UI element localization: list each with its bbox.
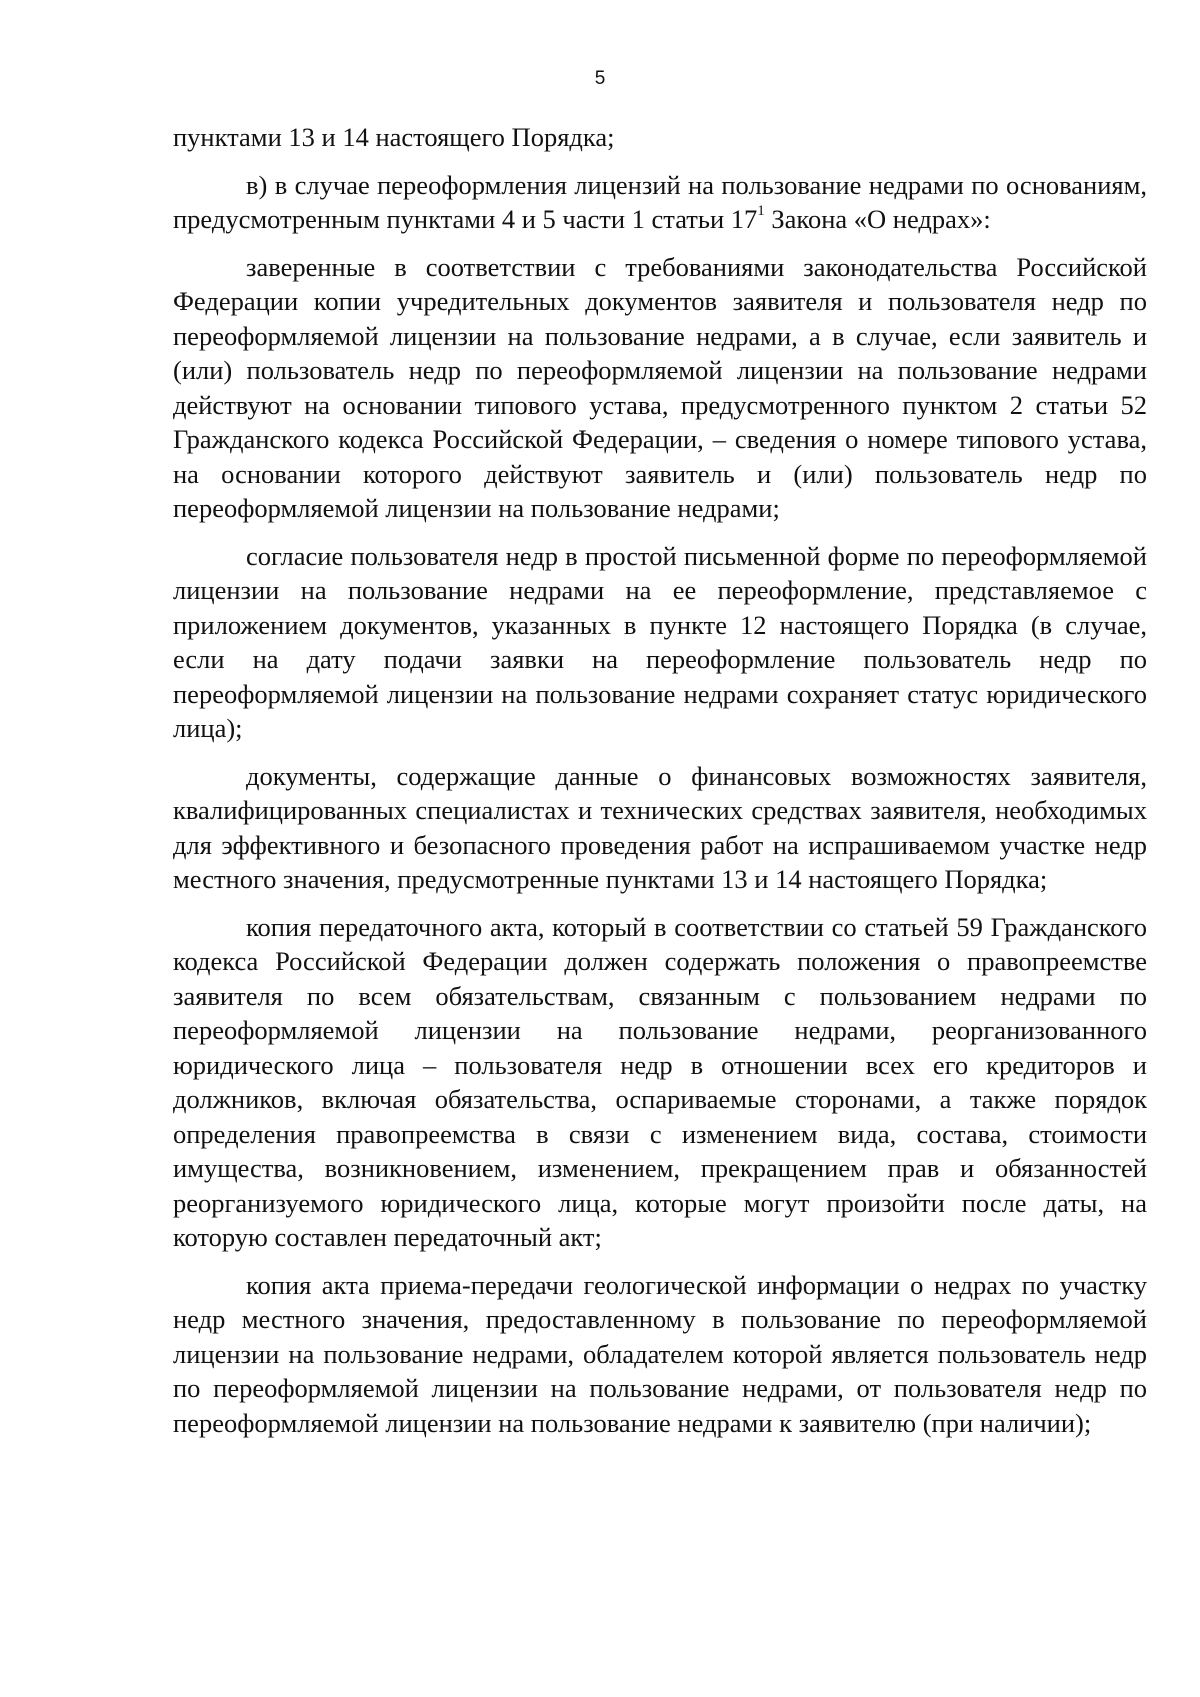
paragraph-item-v-text-end: Закона «О недрах»: <box>764 204 991 234</box>
paragraph-continuation: пунктами 13 и 14 настоящего Порядка; <box>173 122 615 152</box>
paragraph-founding-documents: заверенные в соответствии с требованиями законодательства Российской Федерации копии учредительных документов заявителя и пользователя недр по переоформляемой лицензии на пользование недрами, а в случае, если заявитель и (или) пользователь недр по переоформляемой лицензии на пользование недрами действуют на основании типового устава, предусмотренного пунктом 2 статьи 52 Гражданского кодекса Российской Федерации, – сведения о номере типового устава, на основании которого действуют заявитель и (или) пользователь недр по переоформляемой лицензии на пользование недрами; <box>173 251 1147 523</box>
superscript-article-number: 1 <box>757 203 765 220</box>
paragraph-item-v-text: в) в случае переоформления лицензий на пользование недрами по основаниям, предусмотренным пунктами 4 и 5 части 1 статьи 17 <box>173 169 1147 234</box>
paragraph-geological-info-act: копия акта приема-передачи геологической информации о недрах по участку недр местного значения, предоставленному в пользование по переоформляемой лицензии на пользование недрами, обладателем которой является пользователь недр по переоформляемой лицензии на пользование недрами, от пользователя недр по переоформляемой лицензии на пользование недрами к заявителю (при наличии); <box>173 1269 1147 1438</box>
document-body <box>173 120 1147 1453</box>
page-number: 5 <box>594 68 606 89</box>
paragraph-transfer-act: копия передаточного акта, который в соответствии со статьей 59 Гражданского кодекса Российской Федерации должен содержать положения о правопреемстве заявителя по всем обязательствам, связанным с пользованием недрами по переоформляемой лицензии на пользование недрами, реорганизованного юридического лица – пользователя недр в отношении всех его кредиторов и должников, включая обязательства, оспариваемые сторонами, а также порядок определения правопреемства в связи с изменением вида, состава, стоимости имущества, возникновением, изменением, прекращением прав и обязанностей реорганизуемого юридического лица, которые могут произойти после даты, на которую составлен передаточный акт; <box>173 911 1147 1252</box>
paragraph-financial-documents: документы, содержащие данные о финансовых возможностях заявителя, квалифицированных специалистах и технических средствах заявителя, необходимых для эффективного и безопасного проведения работ на испрашиваемом участке недр местного значения, предусмотренные пунктами 13 и 14 настоящего Порядка; <box>173 760 1147 894</box>
paragraph-item-v <box>173 168 1147 237</box>
paragraph-user-consent: согласие пользователя недр в простой письменной форме по переоформляемой лицензии на пользование недрами на ее переоформление, представляемое с приложением документов, указанных в пункте 12 настоящего Порядка (в случае, если на дату подачи заявки на переоформление пользователь недр по переоформляемой лицензии на пользование недрами сохраняет статус юридического лица); <box>173 540 1147 743</box>
